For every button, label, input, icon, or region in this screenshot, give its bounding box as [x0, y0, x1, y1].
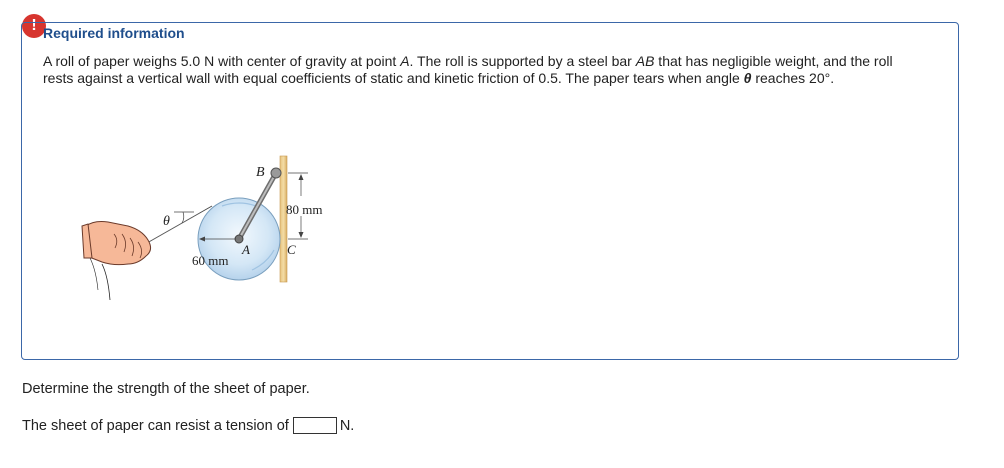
answer-prefix: The sheet of paper can resist a tension of: [22, 417, 289, 434]
pin-b: [271, 168, 281, 178]
paper-sheet: [147, 213, 200, 243]
problem-statement: A roll of paper weighs 5.0 N with center of gravity at point A. The roll is supported by a steel bar AB that has negligible weight, and the roll rests against a vertical wall with equal coefficients of static and kinetic friction of 0.5. The paper tears when angle θ reaches 20°.: [43, 53, 893, 86]
answer-row: [22, 417, 354, 434]
arrow-down: [299, 232, 304, 238]
arrow-up: [299, 174, 304, 180]
tension-answer-input[interactable]: [293, 417, 337, 434]
hand-illustration: [82, 222, 151, 301]
label-c: C: [287, 242, 296, 257]
exclamation-icon: !: [22, 14, 46, 38]
dimension-60mm-label: 60 mm: [192, 253, 229, 268]
label-a: A: [242, 242, 250, 257]
paper-roll-figure: [62, 130, 352, 310]
dimension-80mm-label: 80 mm: [286, 202, 323, 217]
required-information-heading: Required information: [43, 25, 185, 41]
answer-unit: N.: [339, 417, 355, 434]
question-prompt: Determine the strength of the sheet of paper.: [22, 381, 310, 397]
theta-arc: [182, 212, 184, 223]
theta-label: θ: [163, 214, 170, 229]
label-b: B: [256, 165, 265, 180]
